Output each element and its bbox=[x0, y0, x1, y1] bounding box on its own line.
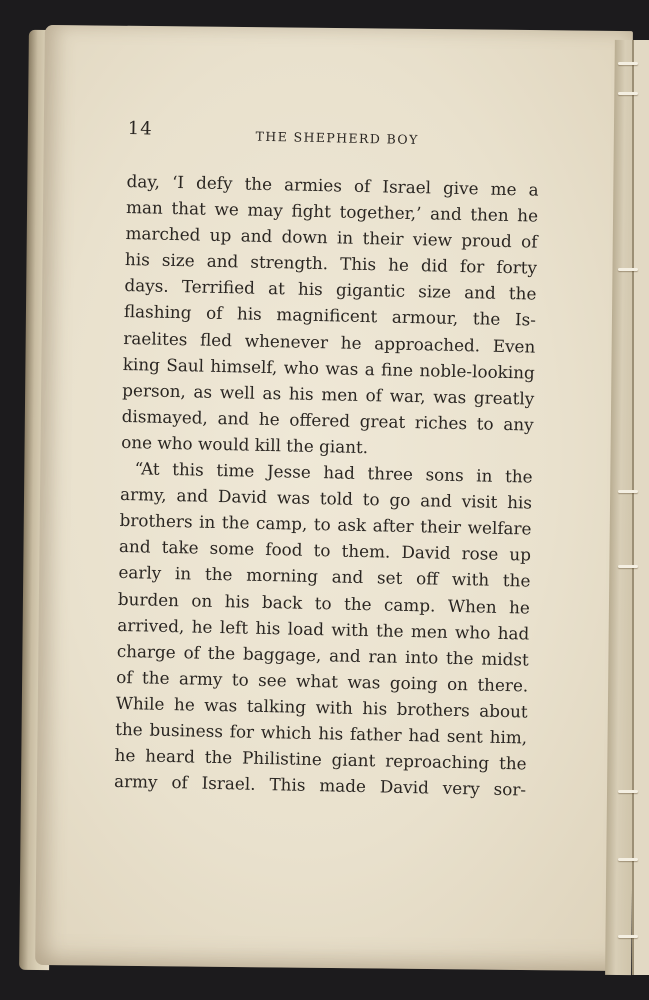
text-line: While he was talking with his brothers about bbox=[115, 692, 528, 722]
text-line: man that we may fight together,’ and then he bbox=[125, 197, 539, 226]
text-line: days. Terrified at his gigantic size and the bbox=[124, 275, 537, 304]
binding-stitch bbox=[618, 268, 638, 271]
text-line: the business for which his father had sent him, bbox=[114, 718, 528, 748]
facing-page-edge bbox=[632, 40, 649, 975]
text-line: he heard the Philistine giant reproaching the bbox=[114, 744, 527, 774]
text-line: one who would kill the giant. bbox=[121, 431, 369, 458]
page-content bbox=[114, 118, 540, 803]
text-line: brothers in the camp, to ask after their welfare bbox=[119, 510, 532, 539]
text-line: of the army to see what was going on there. bbox=[116, 666, 529, 696]
body-text bbox=[114, 168, 539, 803]
binding-stitch bbox=[618, 490, 638, 493]
text-line: raelites fled whenever he approached. Even bbox=[123, 327, 536, 357]
text-line: arrived, he left his load with the men who had bbox=[117, 614, 530, 644]
binding-stitch bbox=[618, 92, 638, 95]
page-number: 14 bbox=[127, 118, 153, 140]
text-line: marched up and down in their view proud of bbox=[125, 223, 538, 252]
text-line: army, and David was told to go and visit his bbox=[119, 484, 533, 513]
text-line: his size and strength. This he did for forty bbox=[124, 249, 538, 278]
binding-stitch bbox=[618, 565, 638, 568]
text-line: day, ‘I defy the armies of Israel give me a bbox=[126, 170, 539, 200]
text-line: flashing of his magnificent armour, the Is- bbox=[123, 301, 537, 331]
binding-stitch bbox=[618, 62, 638, 65]
running-head: THE SHEPHERD BOY bbox=[255, 128, 419, 148]
binding-stitch bbox=[618, 790, 638, 793]
text-line: and take some food to them. David rose up bbox=[118, 536, 532, 565]
text-line: army of Israel. This made David very sor- bbox=[113, 771, 527, 800]
binding-stitch bbox=[618, 935, 638, 938]
text-line: burden on his back to the camp. When he bbox=[117, 588, 531, 618]
text-line: person, as well as his men of war, was greatly bbox=[122, 379, 535, 409]
text-line: early in the morning and set off with the bbox=[118, 562, 531, 591]
binding-stitch bbox=[618, 858, 638, 861]
text-line: charge of the baggage, and ran into the midst bbox=[116, 640, 529, 670]
text-line: king Saul himself, who was a fine noble-looking bbox=[122, 353, 535, 383]
text-line: “At this time Jesse had three sons in the bbox=[134, 458, 533, 487]
page-header bbox=[127, 118, 540, 163]
text-line: dismayed, and he offered great riches to any bbox=[121, 405, 534, 435]
